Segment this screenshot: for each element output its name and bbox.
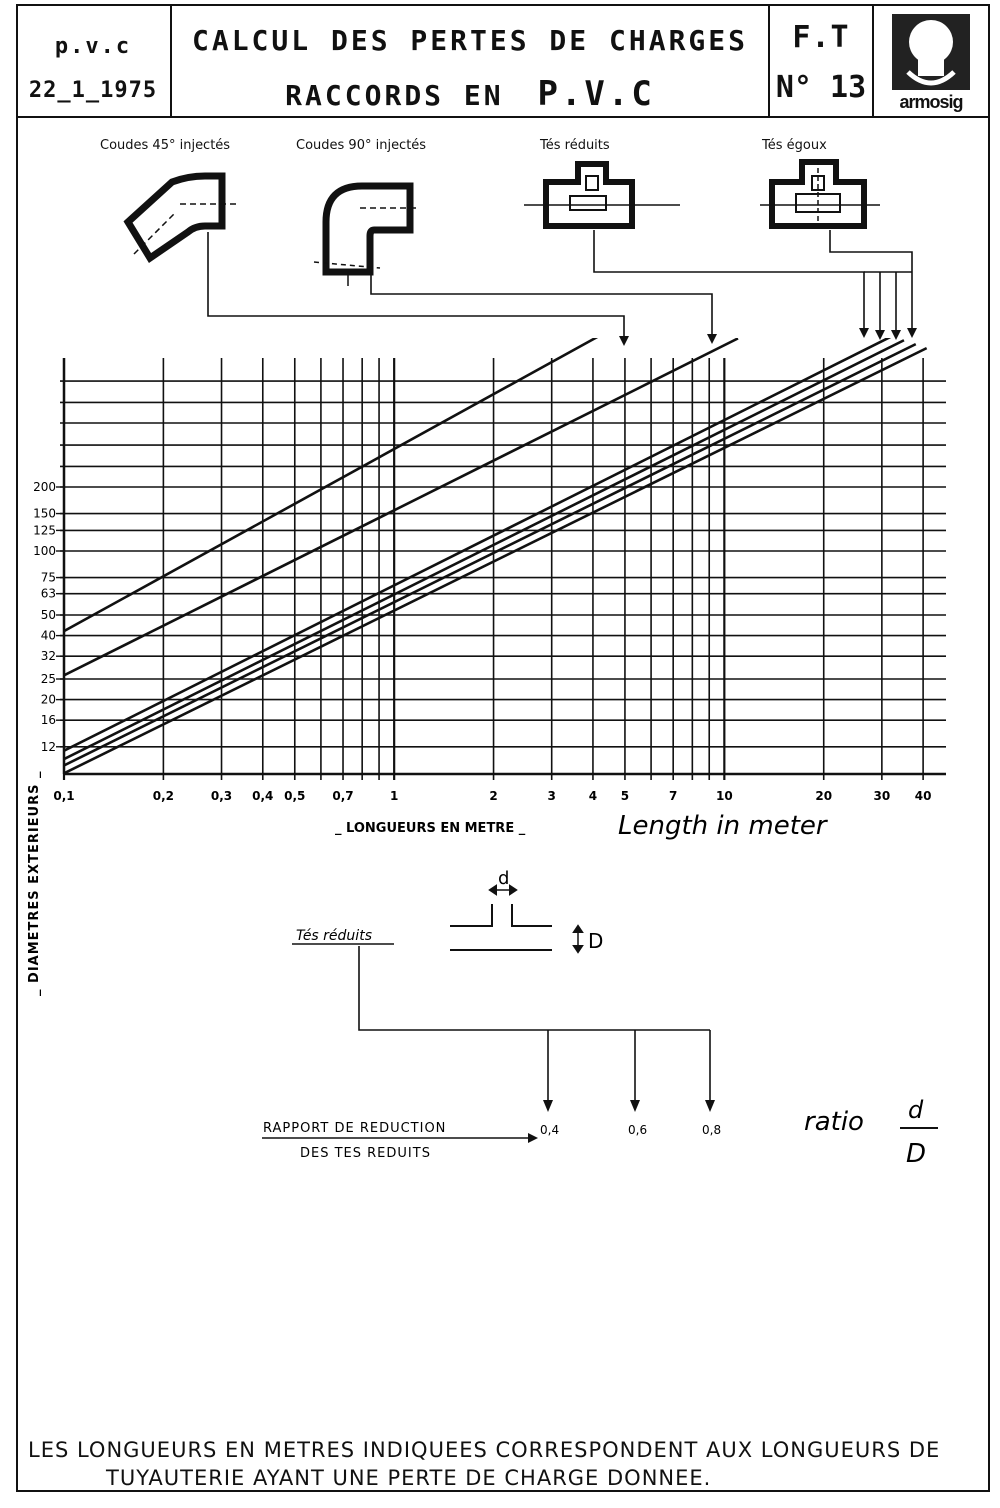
y-tick-label: 16 (40, 713, 56, 728)
x-tick-label: 10 (715, 789, 733, 803)
elbow-45-icon (128, 176, 236, 258)
x-axis-handwritten-label: Length in meter (618, 811, 827, 841)
ratio-label-line1: RAPPORT DE REDUCTION (263, 1121, 447, 1136)
material-label: p.v.c (54, 34, 132, 59)
big-D-label: D (588, 929, 604, 953)
ratio-value-2: 0,8 (702, 1123, 722, 1137)
reduction-leader-lines (262, 946, 710, 1138)
chart (0, 330, 1000, 860)
label-elbow-90: Coudes 90° injectés (296, 138, 427, 153)
y-tick-label: 100 (33, 544, 56, 558)
y-axis-ticks (33, 480, 64, 754)
label-elbow-45: Coudes 45° injectés (100, 138, 231, 153)
y-tick-label: 63 (40, 586, 56, 601)
x-axis-ticks (53, 789, 931, 803)
x-axis-label: _ LONGUEURS EN METRE _ (335, 821, 526, 836)
y-tick-label: 20 (40, 692, 56, 707)
y-tick-label: 75 (40, 570, 56, 585)
x-tick-label: 3 (547, 789, 556, 803)
y-tick-label: 25 (40, 672, 56, 686)
footer-note-line1: LES LONGUEURS EN METRES INDIQUEES CORRESPONDENT AUX LONGUEURS DE (28, 1438, 941, 1462)
ft-number: N° 13 (775, 70, 867, 105)
x-tick-label: 0,2 (152, 789, 175, 803)
elbow-90-icon (314, 186, 420, 286)
x-tick-label: 5 (620, 789, 630, 803)
handwritten-ratio-word: ratio (804, 1107, 864, 1137)
y-tick-label: 200 (33, 480, 56, 494)
tee-reduced-icon (524, 164, 680, 226)
ratio-label-line2: DES TES REDUITS (300, 1146, 431, 1161)
tee-sketch-icon (450, 886, 582, 952)
page-title: CALCUL DES PERTES DE CHARGES (191, 24, 748, 57)
x-tick-label: 7 (669, 789, 678, 803)
x-tick-label: 2 (489, 789, 498, 803)
tee-sewer-icon (760, 160, 880, 226)
series-line-3 (64, 337, 891, 751)
x-tick-label: 0,3 (210, 789, 233, 803)
ft-label: F.T (792, 20, 850, 55)
y-tick-label: 125 (33, 523, 56, 538)
y-axis-label: _ DIAMETRES EXTERIEURS _ (27, 770, 42, 996)
y-tick-label: 150 (33, 506, 56, 521)
footer-note-line2: TUYAUTERIE AYANT UNE PERTE DE CHARGE DONNEE. (106, 1466, 712, 1490)
series-line-5 (64, 344, 916, 765)
subtitle-text: RACCORDS EN (285, 79, 504, 112)
series-line-2 (64, 338, 738, 675)
reduction-tee-label: Tés réduits (296, 928, 372, 944)
x-tick-label: 30 (873, 789, 891, 803)
x-tick-label: 1 (389, 789, 399, 803)
x-tick-label: 0,5 (284, 789, 306, 803)
subtitle-material: P.V.C (537, 74, 655, 114)
handwritten-ratio-denominator: D (906, 1139, 927, 1169)
date-label: 22_1_1975 (28, 78, 158, 103)
x-tick-label: 0,4 (252, 789, 274, 803)
x-tick-label: 4 (588, 789, 598, 803)
x-tick-label: 0,7 (332, 789, 354, 803)
y-tick-label: 12 (40, 739, 56, 754)
handwritten-ratio-numerator: d (908, 1096, 924, 1124)
ratio-value-0: 0,4 (540, 1123, 560, 1137)
fitting-leader-lines (208, 230, 912, 340)
small-d-label: d (498, 868, 510, 889)
reduction-diagram (0, 860, 1000, 1180)
x-tick-label: 0,1 (53, 789, 75, 803)
x-tick-label: 20 (815, 789, 833, 803)
ratio-value-1: 0,6 (628, 1123, 648, 1137)
x-tick-label: 40 (914, 789, 932, 803)
y-tick-label: 50 (40, 608, 56, 622)
label-tee-sewer: Tés égoux (762, 138, 827, 153)
chart-grid (60, 358, 946, 780)
y-tick-label: 32 (40, 649, 56, 664)
fittings-diagram (0, 0, 1000, 360)
y-tick-label: 40 (40, 628, 56, 643)
logo-text: armosig (899, 92, 963, 112)
label-tee-reduced: Tés réduits (540, 138, 610, 153)
